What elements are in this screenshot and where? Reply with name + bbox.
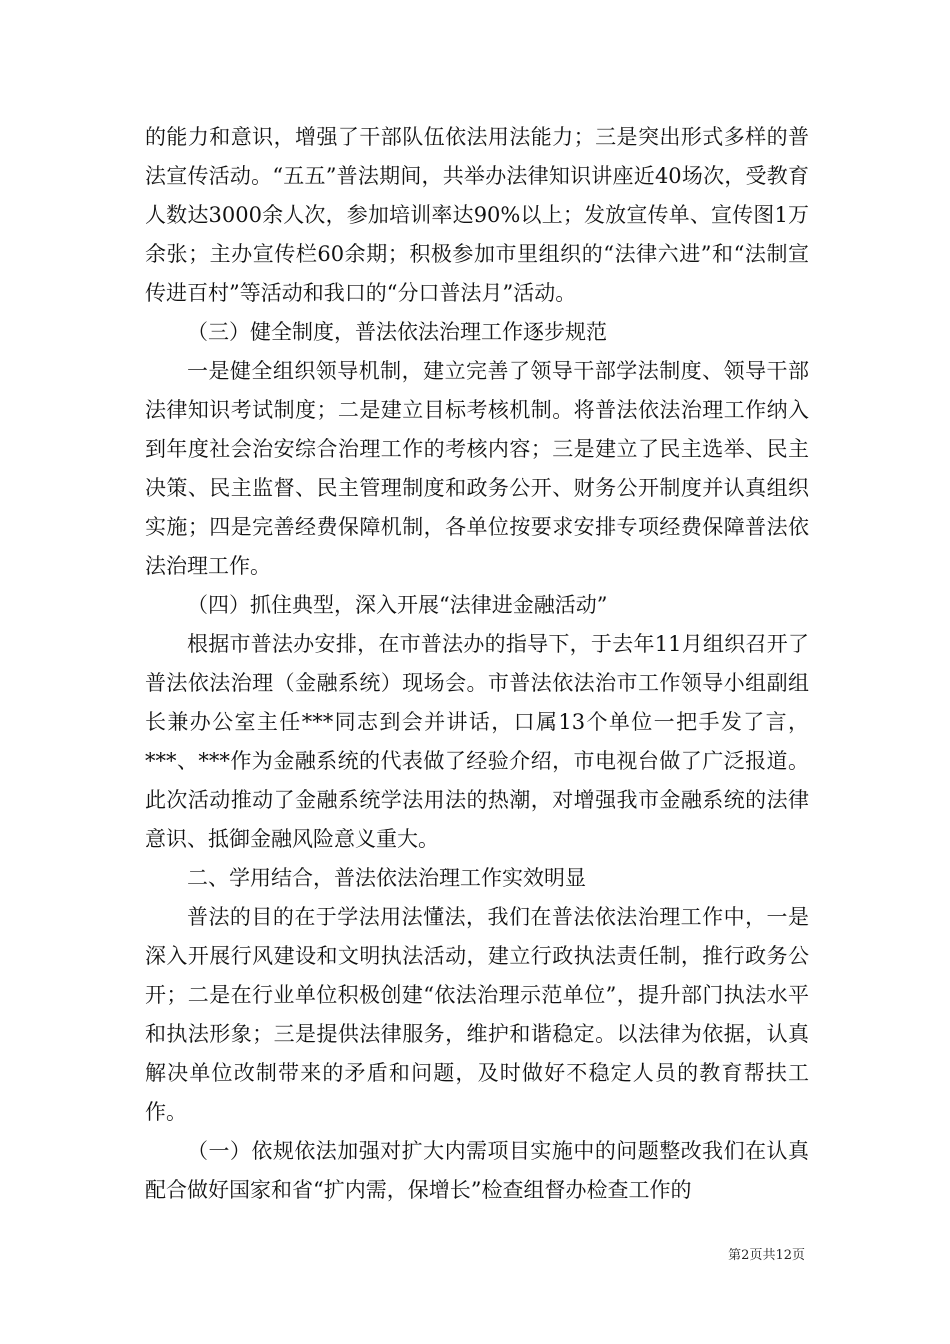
section-heading-4: （四）抓住典型，深入开展“法律进金融活动” — [187, 593, 608, 617]
document-body — [145, 118, 809, 1210]
paragraph-system-building: 一是健全组织领导机制，建立完善了领导干部学法制度、领导干部法律知识考试制度；二是建立目标考核机制。将普法依法治理工作纳入到年度社会治安综合治理工作的考核内容；三是建立了民主选举、民主决策、民主监督、民主管理制度和政务公开、财务公开制度并认真组织实施；四是完善经费保障机制，各单位按要求安排专项经费保障普法依法治理工作。 — [145, 359, 809, 578]
paragraph-finance-meeting: 根据市普法办安排，在市普法办的指导下，于去年11月组织召开了普法依法治理（金融系统）现场会。市普法依法治市工作领导小组副组长兼办公室主任***同志到会并讲话，口属13个单位一把手发了言，***、***作为金融系统的代表做了经验介绍，市电视台做了广泛报道。此次活动推动了金融系统学法用法的热潮，对增强我市金融系统的法律意识、抵御金融风险意义重大。 — [145, 632, 809, 851]
paragraph-law-practice: 普法的目的在于学法用法懂法，我们在普法依法治理工作中，一是深入开展行风建设和文明执法活动，建立行政执法责任制，推行政务公开；二是在行业单位积极创建“依法治理示范单位”，提升部门执法水平和执法形象；三是提供法律服务，维护和谐稳定。以法律为依据，认真解决单位改制带来的矛盾和问题，及时做好不稳定人员的教育帮扶工作。 — [145, 905, 809, 1124]
paragraph-continuation: 的能力和意识，增强了干部队伍依法用法能力；三是突出形式多样的普法宣传活动。“五五”普法期间，共举办法律知识讲座近40场次，受教育人数达3000余人次，参加培训率达90%以上；发放宣传单、宣传图1万余张；主办宣传栏60余期；积极参加市里组织的“法律六进”和“法制宣传进百村”等活动和我口的“分口普法月”活动。 — [145, 125, 809, 305]
section-heading-2: 二、学用结合，普法依法治理工作实效明显 — [187, 866, 586, 890]
section-heading-3: （三）健全制度，普法依法治理工作逐步规范 — [187, 320, 607, 344]
page-number-footer: 第2页共12页 — [728, 1248, 805, 1263]
paragraph-rectification: （一）依规依法加强对扩大内需项目实施中的问题整改我们在认真配合做好国家和省“扩内需，保增长”检查组督办检查工作的 — [145, 1139, 809, 1202]
